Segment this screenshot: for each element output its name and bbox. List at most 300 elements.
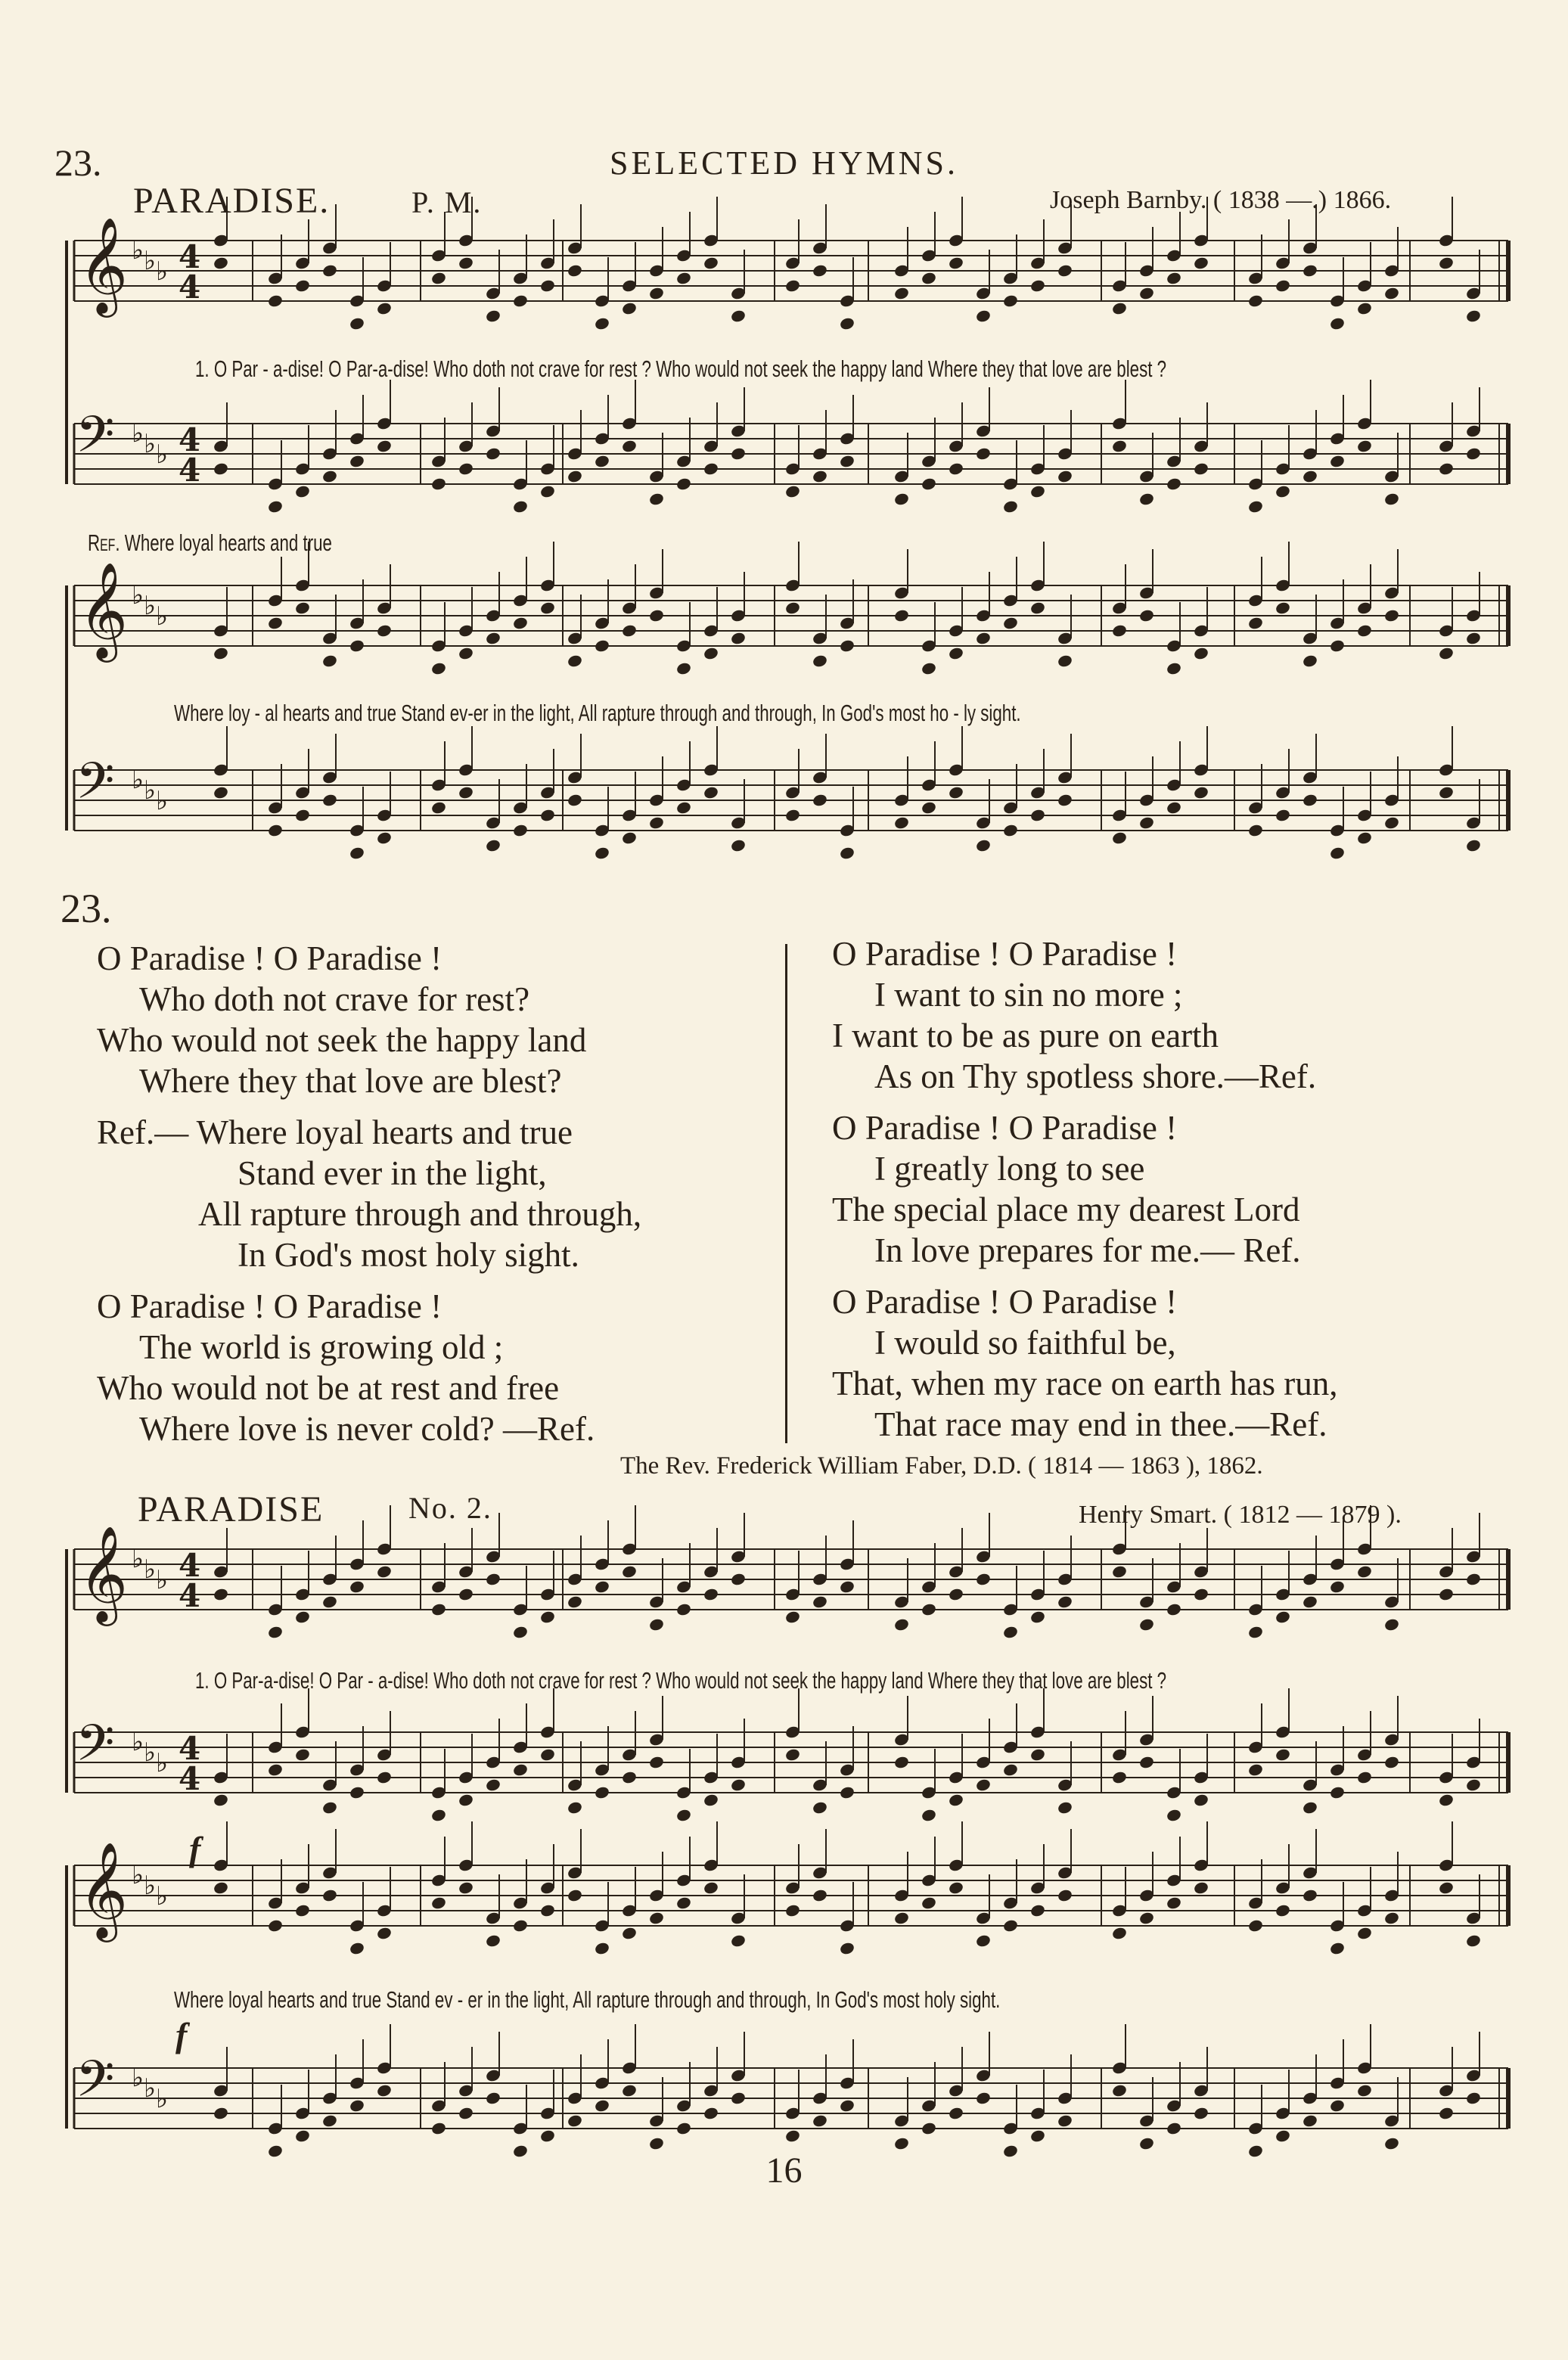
notehead bbox=[321, 263, 338, 278]
notehead bbox=[213, 1793, 229, 1807]
hymn-number: 23. bbox=[61, 886, 112, 931]
notehead bbox=[539, 1903, 556, 1918]
notehead bbox=[1138, 608, 1155, 623]
notehead bbox=[376, 2083, 393, 2098]
notehead bbox=[812, 2113, 828, 2128]
flat-sign: ♭ bbox=[156, 256, 169, 287]
notehead bbox=[294, 278, 311, 293]
notehead bbox=[430, 271, 447, 285]
verse-line: Who would not be at rest and free bbox=[97, 1369, 560, 1407]
notehead bbox=[213, 785, 229, 800]
notehead bbox=[1166, 271, 1182, 285]
notehead bbox=[594, 846, 610, 860]
notehead bbox=[784, 1610, 801, 1624]
notehead bbox=[1166, 1602, 1182, 1616]
notehead bbox=[921, 271, 937, 285]
notehead bbox=[594, 454, 610, 468]
verse-line: I want to sin no more ; bbox=[874, 976, 1183, 1014]
tune2-meter: No. 2. bbox=[408, 1491, 492, 1525]
flat-sign: ♭ bbox=[144, 591, 157, 621]
notehead bbox=[648, 608, 665, 623]
notehead bbox=[1111, 623, 1128, 638]
verses-left-column bbox=[97, 938, 641, 1449]
notehead bbox=[675, 271, 692, 285]
notehead bbox=[812, 793, 828, 807]
notehead bbox=[975, 446, 992, 461]
notehead bbox=[594, 2098, 610, 2113]
notehead bbox=[1002, 499, 1019, 514]
verse-line: That, when my race on earth has run, bbox=[832, 1365, 1338, 1402]
notehead bbox=[648, 286, 665, 300]
notehead bbox=[213, 461, 229, 476]
flat-sign: ♭ bbox=[144, 1871, 157, 1901]
tune1-name: PARADISE. bbox=[133, 181, 331, 221]
verse-line: O Paradise ! O Paradise ! bbox=[832, 1109, 1178, 1147]
notehead bbox=[267, 823, 284, 837]
notehead bbox=[1275, 601, 1291, 615]
time-signature: 4 bbox=[179, 1730, 201, 1767]
notehead bbox=[1383, 1755, 1400, 1769]
notehead bbox=[430, 661, 447, 675]
notehead bbox=[430, 800, 447, 815]
notehead bbox=[948, 461, 964, 476]
notehead bbox=[921, 800, 937, 815]
notehead bbox=[784, 1747, 801, 1762]
notehead bbox=[975, 2091, 992, 2105]
running-title: SELECTED HYMNS. bbox=[610, 144, 958, 182]
notehead bbox=[512, 1762, 529, 1777]
notehead bbox=[376, 301, 393, 315]
notehead bbox=[567, 1888, 583, 1902]
notehead bbox=[1166, 800, 1182, 815]
notehead bbox=[567, 1800, 583, 1815]
notehead bbox=[349, 1785, 365, 1800]
notehead bbox=[267, 1625, 284, 1639]
notehead bbox=[512, 499, 529, 514]
notehead bbox=[1356, 623, 1373, 638]
notehead bbox=[213, 2106, 229, 2120]
notehead bbox=[294, 1747, 311, 1762]
tune2-lyrics-line1: 1. O Par-a-dise! O Par - a-dise! Who doth not crave for rest ? Who would not seek the happy land Where they that love are blest ? bbox=[195, 1667, 1167, 1694]
notehead bbox=[1166, 477, 1182, 491]
notehead bbox=[812, 1595, 828, 1609]
notehead bbox=[512, 1625, 529, 1639]
hymn-author: The Rev. Frederick William Faber, D.D. ( 1814 — 1863 ), 1862. bbox=[620, 1452, 1263, 1480]
notehead bbox=[1383, 608, 1400, 623]
verse-line: Where love is never cold? —Ref. bbox=[139, 1410, 595, 1448]
notehead bbox=[839, 846, 855, 860]
verse-line: As on Thy spotless shore.—Ref. bbox=[874, 1057, 1317, 1095]
notehead bbox=[485, 631, 501, 645]
notehead bbox=[594, 638, 610, 653]
notehead bbox=[948, 256, 964, 270]
notehead bbox=[1356, 439, 1373, 453]
notehead bbox=[1356, 1564, 1373, 1579]
notehead bbox=[1329, 454, 1346, 468]
notehead bbox=[621, 1926, 638, 1940]
notehead bbox=[1383, 815, 1400, 830]
notehead bbox=[812, 1888, 828, 1902]
flat-sign: ♭ bbox=[132, 2063, 144, 2093]
notehead bbox=[1329, 846, 1346, 860]
flat-sign: ♭ bbox=[132, 765, 144, 795]
notehead bbox=[485, 2091, 501, 2105]
notehead bbox=[1138, 2136, 1155, 2150]
notehead bbox=[1111, 1770, 1128, 1784]
notehead bbox=[675, 1602, 692, 1616]
notehead bbox=[812, 1800, 828, 1815]
notehead bbox=[1057, 1888, 1073, 1902]
notehead bbox=[1302, 469, 1318, 483]
tune1-lyrics-line2: Where loy - al hearts and true Stand ev-er in the light, All rapture through and through, In God's most ho - ly sight. bbox=[174, 700, 1021, 726]
notehead bbox=[1057, 654, 1073, 668]
notehead bbox=[1057, 1800, 1073, 1815]
notehead bbox=[1465, 838, 1482, 852]
notehead bbox=[1138, 1617, 1155, 1632]
notehead bbox=[975, 631, 992, 645]
notehead bbox=[430, 1602, 447, 1616]
flat-sign: ♭ bbox=[144, 429, 157, 459]
notehead bbox=[294, 601, 311, 615]
bass-clef: 𝄢 bbox=[76, 405, 115, 476]
tune1-composer: Joseph Barnby. ( 1838 —.) 1866. bbox=[1050, 186, 1392, 214]
notehead bbox=[648, 1911, 665, 1925]
notehead bbox=[621, 623, 638, 638]
notehead bbox=[1057, 469, 1073, 483]
notehead bbox=[648, 492, 665, 506]
bass-clef: 𝄢 bbox=[76, 752, 115, 822]
notehead bbox=[539, 808, 556, 822]
notehead bbox=[1329, 1785, 1346, 1800]
notehead bbox=[1438, 785, 1455, 800]
notehead bbox=[1193, 2106, 1209, 2120]
notehead bbox=[213, 1880, 229, 1895]
notehead bbox=[485, 1572, 501, 1586]
notehead bbox=[703, 461, 719, 476]
time-signature: 4 bbox=[179, 238, 201, 275]
notehead bbox=[975, 1933, 992, 1948]
notehead bbox=[1438, 646, 1455, 660]
notehead bbox=[1247, 499, 1264, 514]
notehead bbox=[893, 492, 910, 506]
notehead bbox=[921, 1808, 937, 1822]
page-number: 16 bbox=[765, 2150, 803, 2191]
notehead bbox=[567, 263, 583, 278]
notehead bbox=[893, 286, 910, 300]
notehead bbox=[621, 831, 638, 845]
notehead bbox=[675, 1896, 692, 1910]
tune2-name: PARADISE bbox=[138, 1489, 324, 1529]
notehead bbox=[1302, 263, 1318, 278]
notehead bbox=[512, 616, 529, 630]
notehead bbox=[349, 1579, 365, 1594]
notehead bbox=[948, 1880, 964, 1895]
notehead bbox=[1247, 823, 1264, 837]
notehead bbox=[1275, 278, 1291, 293]
verse-line: Stand ever in the light, bbox=[238, 1154, 547, 1192]
verse-line: O Paradise ! O Paradise ! bbox=[97, 1287, 442, 1325]
notehead bbox=[512, 293, 529, 308]
verse-line: O Paradise ! O Paradise ! bbox=[97, 939, 442, 977]
notehead bbox=[1247, 293, 1264, 308]
flat-sign: ♭ bbox=[144, 775, 157, 806]
notehead bbox=[1029, 1747, 1046, 1762]
bass-clef: 𝄢 bbox=[76, 1714, 115, 1784]
notehead bbox=[948, 2106, 964, 2120]
tune2-composer: Henry Smart. ( 1812 — 1879 ). bbox=[1079, 1501, 1402, 1529]
notehead bbox=[1002, 1762, 1019, 1777]
notehead bbox=[1111, 1564, 1128, 1579]
verse-line: I would so faithful be, bbox=[874, 1324, 1176, 1362]
column-divider bbox=[785, 944, 787, 1443]
notehead bbox=[893, 2136, 910, 2150]
notehead bbox=[648, 2136, 665, 2150]
notehead bbox=[458, 646, 474, 660]
notehead bbox=[621, 439, 638, 453]
notehead bbox=[267, 1918, 284, 1933]
notehead bbox=[321, 469, 338, 483]
notehead bbox=[1465, 1572, 1482, 1586]
notehead bbox=[567, 654, 583, 668]
notehead bbox=[485, 1933, 501, 1948]
notehead bbox=[349, 2098, 365, 2113]
notehead bbox=[648, 815, 665, 830]
dynamic-marking-treble: f bbox=[189, 1830, 201, 1868]
notehead bbox=[1138, 286, 1155, 300]
flat-sign: ♭ bbox=[156, 2084, 169, 2114]
notehead bbox=[1275, 2129, 1291, 2143]
ref-line: Where loyal hearts and true bbox=[124, 529, 332, 556]
notehead bbox=[1329, 2098, 1346, 2113]
notehead bbox=[1029, 601, 1046, 615]
notehead bbox=[1356, 301, 1373, 315]
notehead bbox=[1465, 631, 1482, 645]
notehead bbox=[1465, 1933, 1482, 1948]
notehead bbox=[1029, 1903, 1046, 1918]
flat-sign: ♭ bbox=[156, 1881, 169, 1911]
verse-line: That race may end in thee.—Ref. bbox=[874, 1405, 1327, 1443]
verse-line: I greatly long to see bbox=[874, 1150, 1145, 1188]
notehead bbox=[1029, 2129, 1046, 2143]
notehead bbox=[485, 446, 501, 461]
notehead bbox=[1111, 301, 1128, 315]
notehead bbox=[321, 793, 338, 807]
notehead bbox=[1166, 2121, 1182, 2135]
bass-clef: 𝄢 bbox=[76, 2050, 115, 2120]
notehead bbox=[1193, 785, 1209, 800]
verse-line: Who doth not crave for rest? bbox=[139, 980, 530, 1018]
notehead bbox=[349, 316, 365, 331]
notehead bbox=[621, 1564, 638, 1579]
notehead bbox=[839, 316, 855, 331]
notehead bbox=[1029, 484, 1046, 498]
notehead bbox=[730, 838, 747, 852]
notehead bbox=[621, 2083, 638, 2098]
notehead bbox=[1138, 492, 1155, 506]
treble-clef: 𝄞 bbox=[79, 1841, 129, 1938]
notehead bbox=[1275, 1903, 1291, 1918]
notehead bbox=[430, 1896, 447, 1910]
notehead bbox=[1383, 1911, 1400, 1925]
notehead bbox=[921, 1602, 937, 1616]
notehead bbox=[1193, 1880, 1209, 1895]
notehead bbox=[1166, 1896, 1182, 1910]
notehead bbox=[1356, 2083, 1373, 2098]
notehead bbox=[1383, 492, 1400, 506]
notehead bbox=[1247, 616, 1264, 630]
notehead bbox=[893, 608, 910, 623]
notehead bbox=[458, 1793, 474, 1807]
notehead bbox=[1002, 823, 1019, 837]
notehead bbox=[267, 499, 284, 514]
verse-line: In love prepares for me.— Ref. bbox=[874, 1231, 1301, 1269]
notehead bbox=[1356, 1926, 1373, 1940]
notehead bbox=[1193, 1793, 1209, 1807]
notehead bbox=[784, 484, 801, 498]
notehead bbox=[1029, 278, 1046, 293]
notehead bbox=[1138, 1911, 1155, 1925]
notehead bbox=[512, 823, 529, 837]
notehead bbox=[1383, 286, 1400, 300]
notehead bbox=[730, 1572, 747, 1586]
notehead bbox=[376, 1926, 393, 1940]
notehead bbox=[921, 2121, 937, 2135]
notehead bbox=[839, 454, 855, 468]
flat-sign: ♭ bbox=[132, 418, 144, 449]
notehead bbox=[839, 1579, 855, 1594]
notehead bbox=[975, 309, 992, 323]
notehead bbox=[703, 256, 719, 270]
time-signature: 4 bbox=[179, 269, 201, 306]
verse-line: All rapture through and through, bbox=[198, 1195, 642, 1233]
notehead bbox=[1302, 2113, 1318, 2128]
notehead bbox=[1302, 654, 1318, 668]
flat-sign: ♭ bbox=[132, 1860, 144, 1890]
notehead bbox=[1356, 1770, 1373, 1784]
notehead bbox=[730, 309, 747, 323]
notehead bbox=[1111, 1926, 1128, 1940]
notehead bbox=[784, 278, 801, 293]
notehead bbox=[703, 646, 719, 660]
notehead bbox=[594, 316, 610, 331]
flat-sign: ♭ bbox=[156, 1565, 169, 1595]
notehead bbox=[1302, 1800, 1318, 1815]
notehead bbox=[294, 1610, 311, 1624]
treble-clef: 𝄞 bbox=[79, 216, 129, 313]
notehead bbox=[784, 2129, 801, 2143]
notehead bbox=[539, 2129, 556, 2143]
treble-clef: 𝄞 bbox=[79, 561, 129, 658]
notehead bbox=[294, 2129, 311, 2143]
notehead bbox=[458, 1587, 474, 1601]
notehead bbox=[376, 439, 393, 453]
notehead bbox=[1111, 831, 1128, 845]
dynamic-marking-bass: f bbox=[175, 2016, 188, 2054]
notehead bbox=[1029, 1610, 1046, 1624]
tune1-meter: P. M. bbox=[411, 185, 483, 219]
notehead bbox=[648, 1617, 665, 1632]
notehead bbox=[893, 1911, 910, 1925]
notehead bbox=[1383, 1617, 1400, 1632]
notehead bbox=[1465, 446, 1482, 461]
notehead bbox=[1138, 1755, 1155, 1769]
notehead bbox=[812, 263, 828, 278]
notehead bbox=[539, 1747, 556, 1762]
verse-line: O Paradise ! O Paradise ! bbox=[832, 1283, 1178, 1321]
notehead bbox=[512, 1918, 529, 1933]
notehead bbox=[893, 1755, 910, 1769]
notehead bbox=[948, 785, 964, 800]
notehead bbox=[1247, 1762, 1264, 1777]
notehead bbox=[1302, 1888, 1318, 1902]
notehead bbox=[703, 785, 719, 800]
flat-sign: ♭ bbox=[132, 235, 144, 266]
flat-sign: ♭ bbox=[144, 2073, 157, 2104]
verse-line: O Paradise ! O Paradise ! bbox=[832, 935, 1178, 973]
notehead bbox=[730, 1778, 747, 1792]
verse-line: Who would not seek the happy land bbox=[97, 1021, 587, 1059]
notehead bbox=[893, 815, 910, 830]
notehead bbox=[1193, 1587, 1209, 1601]
notehead bbox=[1111, 2083, 1128, 2098]
verse-line: Where they that love are blest? bbox=[139, 1062, 562, 1100]
notehead bbox=[1247, 1625, 1264, 1639]
notehead bbox=[975, 1572, 992, 1586]
time-signature: 4 bbox=[179, 452, 201, 489]
verse-line: In God's most holy sight. bbox=[238, 1236, 579, 1274]
notehead bbox=[539, 278, 556, 293]
notehead bbox=[621, 301, 638, 315]
notehead bbox=[567, 469, 583, 483]
verses-right-column bbox=[832, 933, 1338, 1445]
notehead bbox=[812, 469, 828, 483]
notehead bbox=[1438, 1880, 1455, 1895]
notehead bbox=[675, 2121, 692, 2135]
notehead bbox=[1275, 484, 1291, 498]
notehead bbox=[485, 838, 501, 852]
notehead bbox=[458, 256, 474, 270]
notehead bbox=[213, 1587, 229, 1601]
notehead bbox=[784, 1903, 801, 1918]
notehead bbox=[703, 1880, 719, 1895]
notehead bbox=[349, 846, 365, 860]
notehead bbox=[458, 461, 474, 476]
notehead bbox=[839, 638, 855, 653]
notehead bbox=[1275, 808, 1291, 822]
notehead bbox=[485, 1778, 501, 1792]
time-signature: 4 bbox=[179, 1577, 201, 1614]
verse-line: Ref.— Where loyal hearts and true bbox=[97, 1113, 573, 1151]
notehead bbox=[1247, 1918, 1264, 1933]
notehead bbox=[921, 477, 937, 491]
notehead bbox=[975, 838, 992, 852]
notehead bbox=[567, 793, 583, 807]
notehead bbox=[921, 1896, 937, 1910]
notehead bbox=[975, 1778, 992, 1792]
notehead bbox=[376, 1564, 393, 1579]
flat-sign: ♭ bbox=[156, 439, 169, 470]
notehead bbox=[294, 808, 311, 822]
notehead bbox=[1057, 2113, 1073, 2128]
notehead bbox=[1002, 1918, 1019, 1933]
notehead bbox=[267, 293, 284, 308]
notehead bbox=[1057, 1595, 1073, 1609]
notehead bbox=[1465, 1778, 1482, 1792]
notehead bbox=[948, 1587, 964, 1601]
notehead bbox=[539, 484, 556, 498]
notehead bbox=[703, 1587, 719, 1601]
notehead bbox=[948, 646, 964, 660]
